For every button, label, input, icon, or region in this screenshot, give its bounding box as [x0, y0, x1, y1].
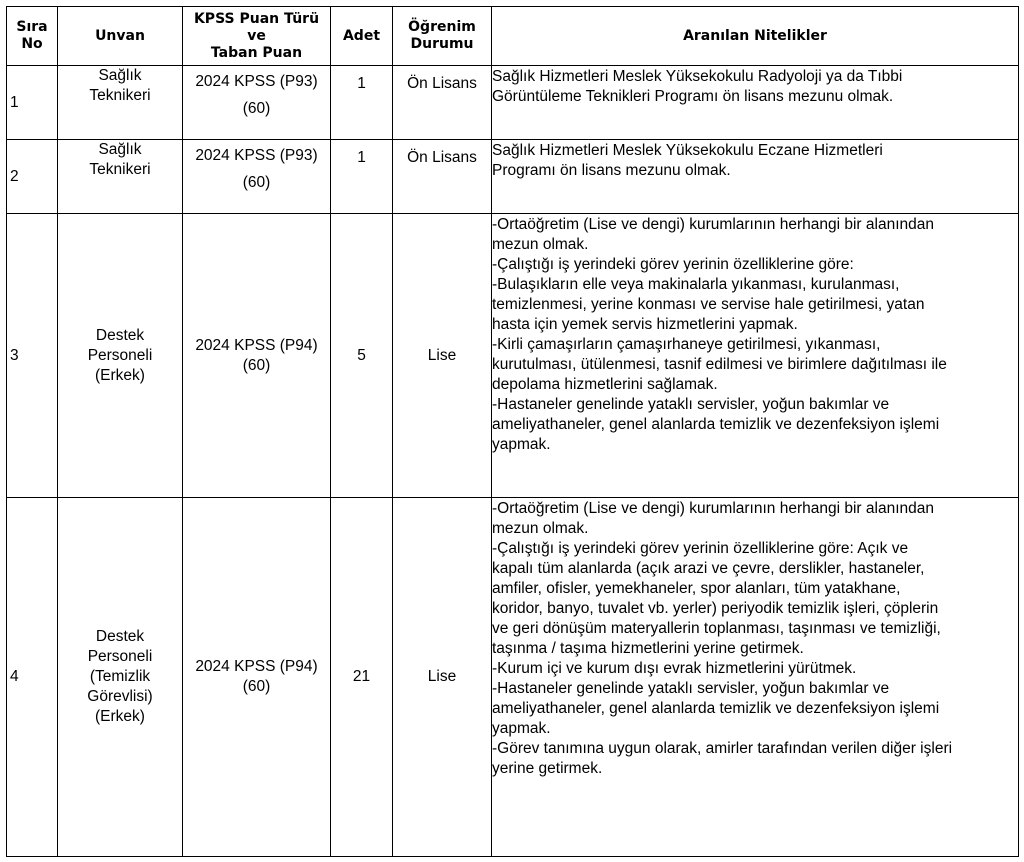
- cell-unvan: Destek Personeli (Erkek): [58, 214, 183, 498]
- cell-adet: 21: [331, 498, 393, 857]
- cell-ogrenim: Lise: [393, 214, 492, 498]
- cell-unvan: Sağlık Teknikeri: [58, 66, 183, 140]
- cell-kpss: 2024 KPSS (P94) (60): [183, 214, 331, 498]
- header-row: [7, 7, 1019, 66]
- cell-unvan: Sağlık Teknikeri: [58, 140, 183, 214]
- cell-ogrenim: Ön Lisans: [393, 66, 492, 140]
- table-row: [7, 214, 1019, 498]
- cell-adet: 1: [331, 66, 393, 140]
- header-ogrenim: Öğrenim Durumu: [393, 7, 492, 66]
- table-row: [7, 140, 1019, 214]
- cell-kpss: 2024 KPSS (P93) (60): [183, 140, 331, 214]
- cell-ogrenim: Lise: [393, 498, 492, 857]
- header-sira-no: Sıra No: [7, 7, 58, 66]
- cell-kpss: 2024 KPSS (P94) (60): [183, 498, 331, 857]
- cell-kpss: 2024 KPSS (P93) (60): [183, 66, 331, 140]
- job-requirements-table: [6, 6, 1019, 857]
- table-row: [7, 498, 1019, 857]
- cell-sira: 1: [7, 66, 58, 140]
- header-adet: Adet: [331, 7, 393, 66]
- cell-nitelikler: Sağlık Hizmetleri Meslek Yüksekokulu Radyoloji ya da Tıbbi Görüntüleme Teknikleri Programı ön lisans mezunu olmak.: [492, 66, 1019, 140]
- header-nitelikler: Aranılan Nitelikler: [492, 7, 1019, 66]
- table-row: [7, 66, 1019, 140]
- cell-sira: 2: [7, 140, 58, 214]
- cell-unvan: Destek Personeli (Temizlik Görevlisi) (Erkek): [58, 498, 183, 857]
- cell-adet: 5: [331, 214, 393, 498]
- cell-nitelikler: -Ortaöğretim (Lise ve dengi) kurumlarının herhangi bir alanından mezun olmak. -Çalıştığı iş yerindeki görev yerinin özelliklerine göre: Açık ve kapalı tüm alanlarda (açık arazi ve çevre, derslikler, hastaneler, amfiler, ofisler, yemekhaneler, spor alanları, tüm yatakhane, koridor, banyo, tuvalet vb. yerler) periyodik temizlik işleri, çöplerin ve geri dönüşüm materyallerin toplanması, taşınması ve temizliği, taşınma / taşıma hizmetlerini yerine getirmek. -Kurum içi ve kurum dışı evrak hizmetlerini yürütmek. -Hastaneler genelinde yataklı servisler, yoğun bakımlar ve ameliyathaneler, genel alanlarda temizlik ve dezenfeksiyon işlemi yapmak. -Görev tanımına uygun olarak, amirler tarafından verilen diğer işleri yerine getirmek.: [492, 498, 1019, 857]
- cell-ogrenim: Ön Lisans: [393, 140, 492, 214]
- cell-nitelikler: -Ortaöğretim (Lise ve dengi) kurumlarının herhangi bir alanından mezun olmak. -Çalıştığı iş yerindeki görev yerinin özelliklerine göre: -Bulaşıkların elle veya makinalarla yıkanması, kurulanması, temizlenmesi, yerine konması ve servise hale getirilmesi, yatan hasta için yemek servis hizmetlerini yapmak. -Kirli çamaşırların çamaşırhaneye getirilmesi, yıkanması, kurutulması, ütülenmesi, tasnif edilmesi ve birimlere dağıtılması ile depolama hizmetlerini sağlamak. -Hastaneler genelinde yataklı servisler, yoğun bakımlar ve ameliyathaneler, genel alanlarda temizlik ve dezenfeksiyon işlemi yapmak.: [492, 214, 1019, 498]
- cell-nitelikler: Sağlık Hizmetleri Meslek Yüksekokulu Eczane Hizmetleri Programı ön lisans mezunu olmak.: [492, 140, 1019, 214]
- header-unvan: Unvan: [58, 7, 183, 66]
- cell-adet: 1: [331, 140, 393, 214]
- cell-sira: 3: [7, 214, 58, 498]
- header-kpss: KPSS Puan Türü ve Taban Puan: [183, 7, 331, 66]
- cell-sira: 4: [7, 498, 58, 857]
